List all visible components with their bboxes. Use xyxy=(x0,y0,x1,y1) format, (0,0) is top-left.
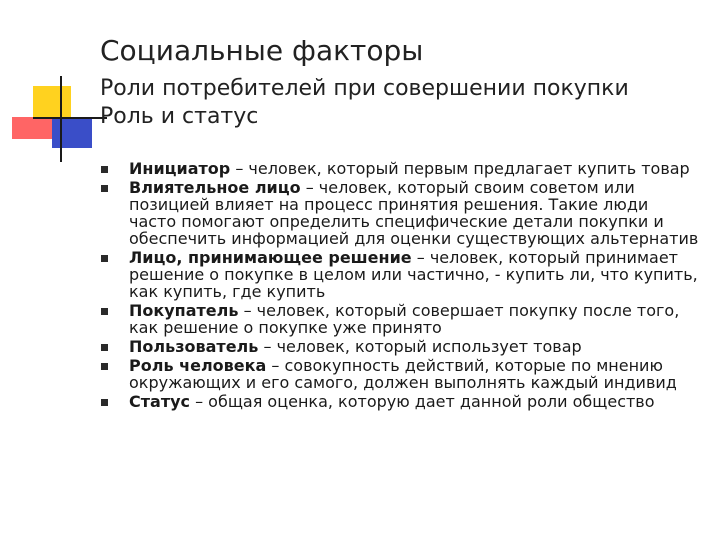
bullet-text: – человек, который своим советом или позицией влияет на процесс принятия решения. Такие люди часто помогают определить специфические детали покупки и обеспечить информацией для оценки существующих альтернатив xyxy=(129,178,699,248)
bullet-term: Пользователь xyxy=(129,337,259,356)
list-item xyxy=(100,160,700,177)
bullet-text: – человек, который принимает решение о покупке в целом или частично, - купить ли, что купить, как купить, где купить xyxy=(129,248,698,301)
square-bullet-icon xyxy=(101,255,108,262)
bullet-term: Статус xyxy=(129,392,190,411)
square-bullet-icon xyxy=(101,185,108,192)
list-item xyxy=(100,338,700,355)
list-item xyxy=(100,302,700,336)
list-item xyxy=(100,393,700,410)
bullet-term: Инициатор xyxy=(129,159,231,178)
decor-horizontal-line xyxy=(33,117,107,119)
bullet-text: – человек, который совершает покупку после того, как решение о покупке уже принято xyxy=(129,301,680,337)
decor-red-bar xyxy=(12,117,54,139)
bullet-list xyxy=(100,160,700,412)
bullet-term: Лицо, принимающее решение xyxy=(129,248,412,267)
slide-subtitle-line2: Роль и статус xyxy=(100,104,259,129)
square-bullet-icon xyxy=(101,363,108,370)
square-bullet-icon xyxy=(101,166,108,173)
decor-blue-square xyxy=(52,118,92,148)
bullet-text: – человек, который первым предлагает купить товар xyxy=(230,159,690,178)
square-bullet-icon xyxy=(101,308,108,315)
square-bullet-icon xyxy=(101,399,108,406)
list-item xyxy=(100,249,700,300)
slide-subtitle-line1: Роли потребителей при совершении покупки xyxy=(100,76,629,101)
decor-yellow-square xyxy=(33,86,71,118)
bullet-term: Покупатель xyxy=(129,301,239,320)
bullet-term: Влиятельное лицо xyxy=(129,178,301,197)
square-bullet-icon xyxy=(101,344,108,351)
bullet-text: – совокупность действий, которые по мнению окружающих и его самого, должен выполнять каждый индивид xyxy=(129,356,677,392)
list-item xyxy=(100,179,700,247)
bullet-text: – общая оценка, которую дает данной роли общество xyxy=(190,392,655,411)
slide-title: Социальные факторы xyxy=(100,34,424,67)
decor-vertical-line xyxy=(60,76,62,162)
bullet-term: Роль человека xyxy=(129,356,267,375)
list-item xyxy=(100,357,700,391)
bullet-text: – человек, который использует товар xyxy=(258,337,582,356)
